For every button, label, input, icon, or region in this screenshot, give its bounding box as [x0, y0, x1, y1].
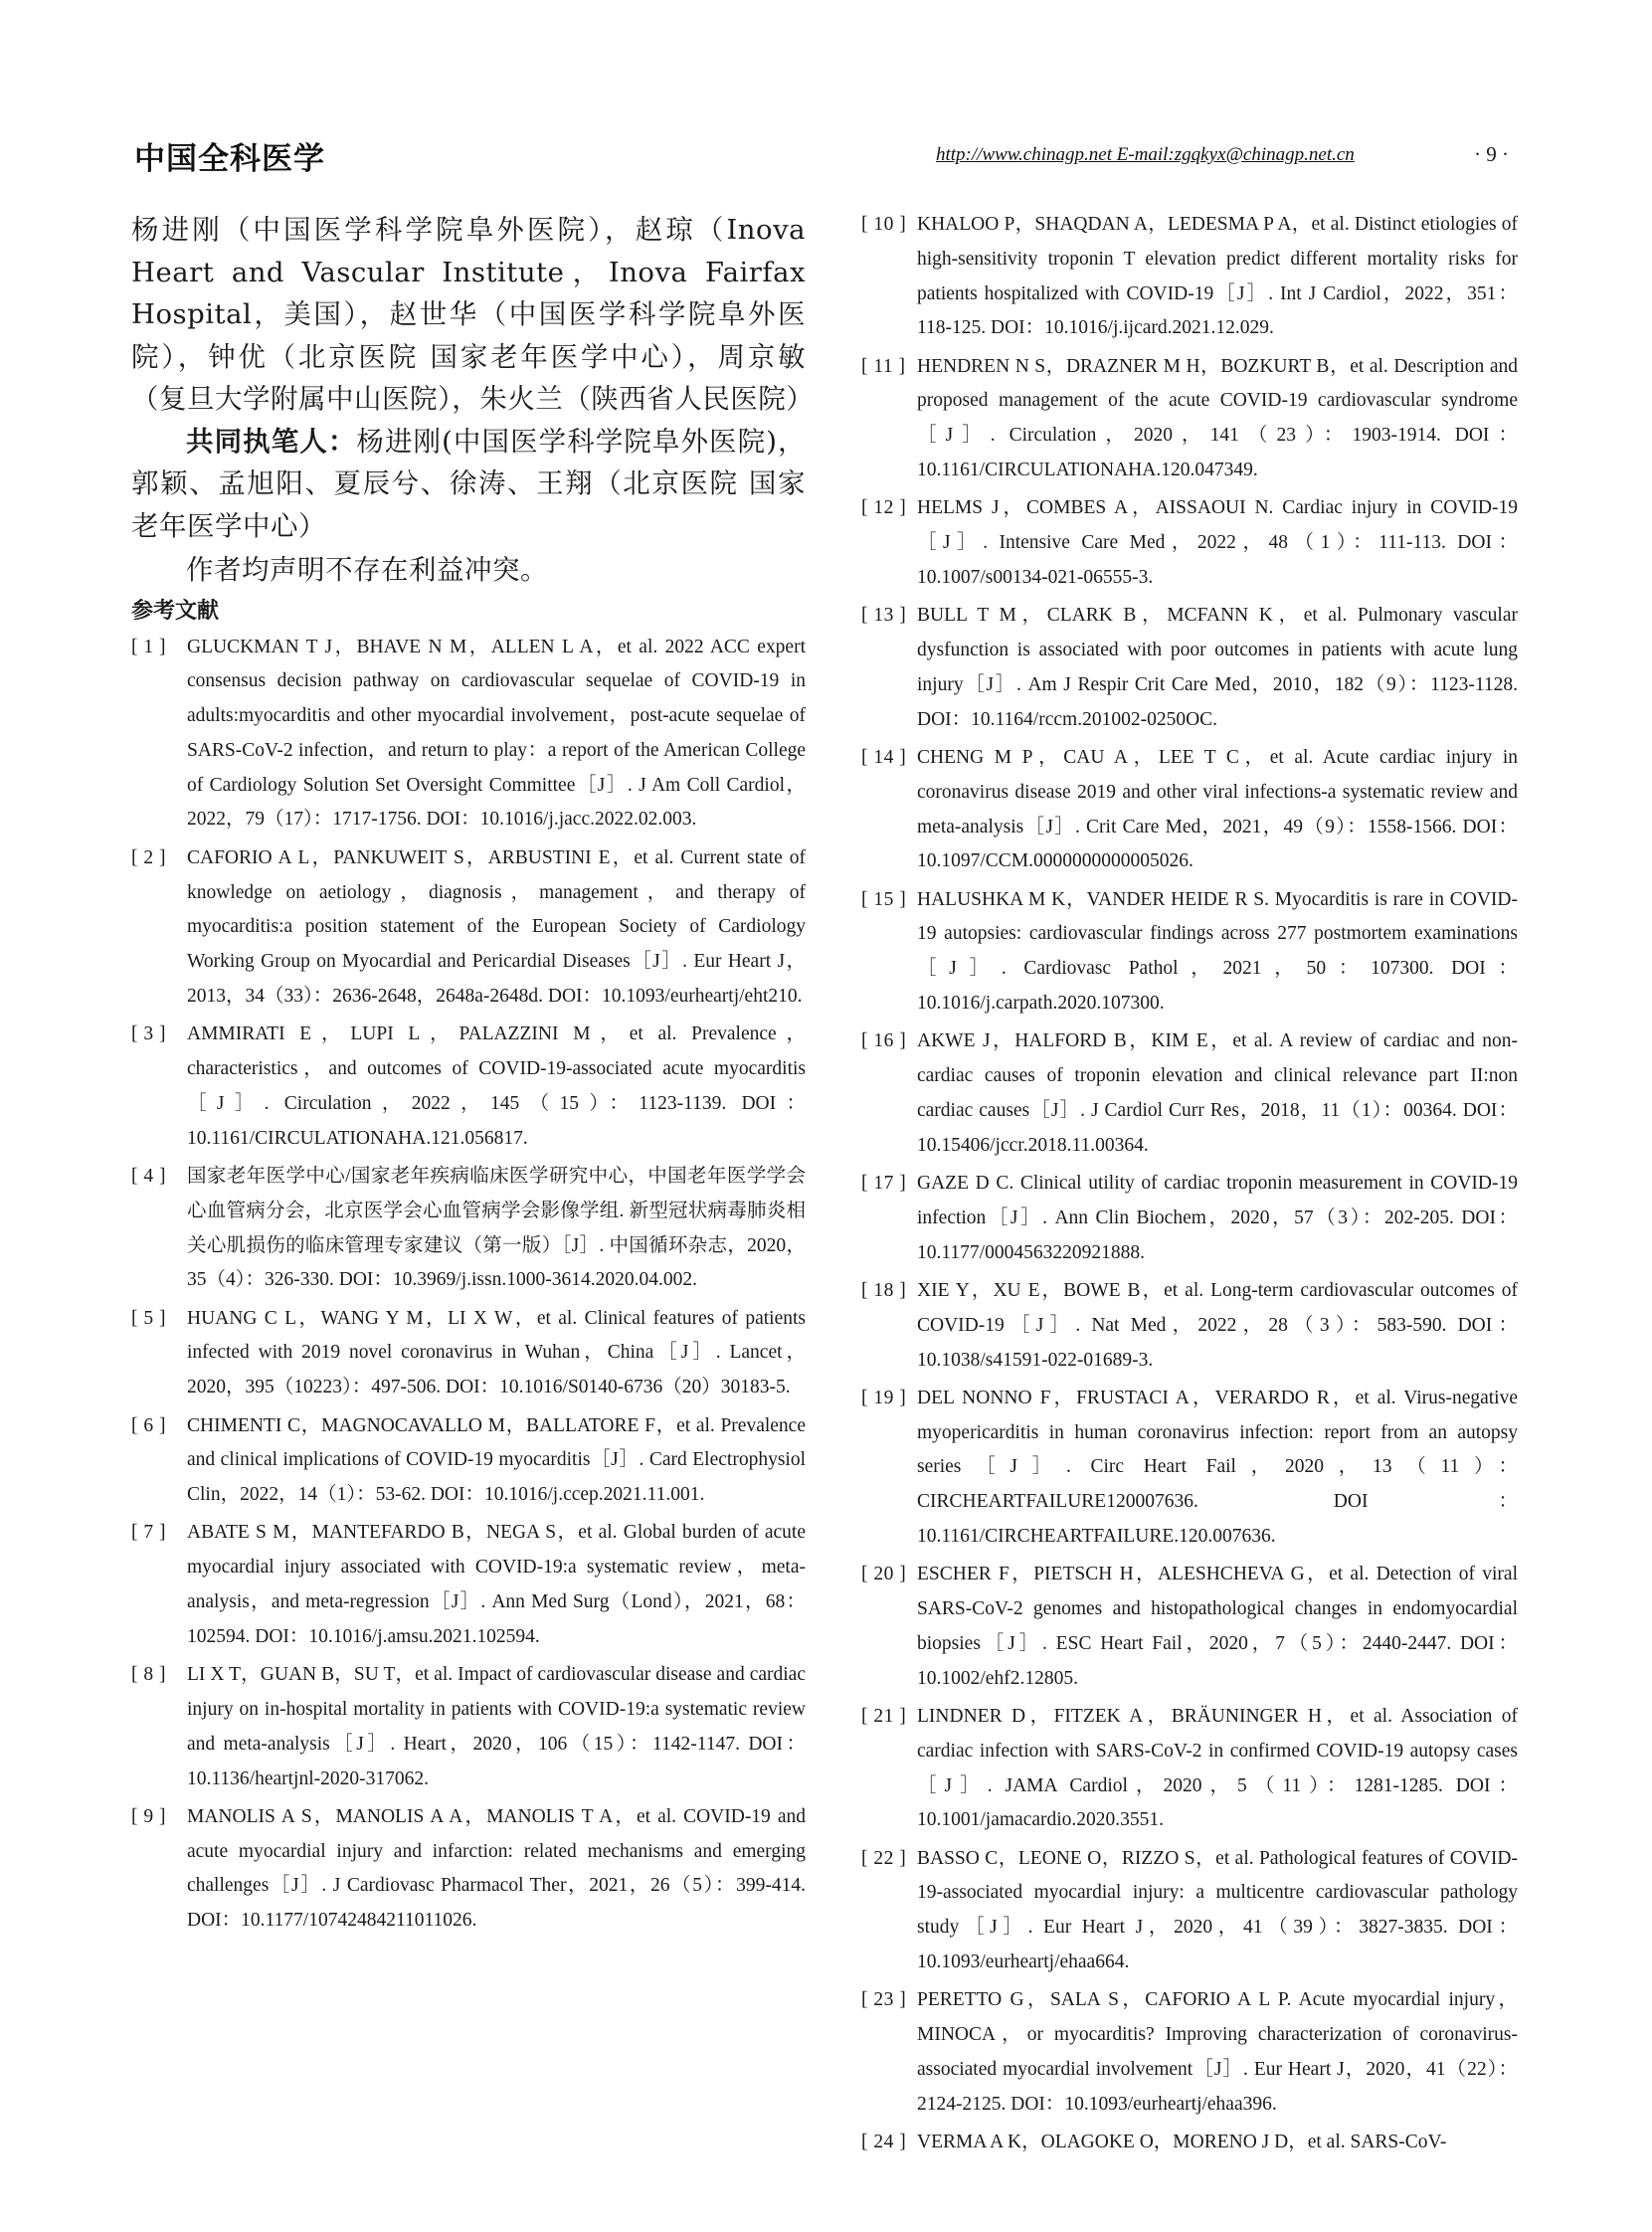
reference-number: [ 18 ]	[861, 1279, 907, 1301]
journal-logo: 中国全科医学	[134, 141, 325, 177]
reference-number: [ 2 ]	[131, 846, 166, 868]
reference-item	[131, 1302, 806, 1405]
co-writers-label: 共同执笔人：	[186, 425, 357, 458]
reference-text: GLUCKMAN T J，BHAVE N M，ALLEN L A，et al. 2022 ACC expert consensus decision pathway on cardiovascular sequelae of COVID-19 in adults:myocarditis and other myocardial involvement，post-acute sequelae of SARS-CoV-2 infection，and return to play：a report of the American College of Cardiology Solution Set Oversight Committee［J］. J Am Coll Cardiol，2022，79（17）：1717-1756. DOI：10.1016/j.jacc.2022.02.003.	[187, 636, 806, 831]
reference-item	[861, 1167, 1518, 1270]
journal-url-link[interactable]: http://www.chinagp.net E-mail:zgqkyx@chinagp.net.cn	[936, 144, 1355, 165]
reference-number: [ 15 ]	[861, 888, 907, 910]
reference-item	[861, 208, 1518, 346]
references-heading: 参考文献	[131, 598, 220, 624]
reference-number: [ 1 ]	[131, 636, 166, 657]
reference-text: KHALOO P，SHAQDAN A，LEDESMA P A，et al. Distinct etiologies of high-sensitivity troponin T elevation predict different mortality risks for patients hospitalized with COVID-19［J］. Int J Cardiol，2022，351：118-125. DOI：10.1016/j.ijcard.2021.12.029.	[917, 214, 1518, 339]
reference-item	[861, 1558, 1518, 1696]
reference-number: [ 16 ]	[861, 1030, 907, 1052]
reference-item	[131, 1800, 806, 1939]
reference-item	[861, 1700, 1518, 1838]
authors-paragraph: 杨进刚（中国医学科学院阜外医院），赵琼（Inova Heart and Vascular Institute，Inova Fairfax Hospital，美国），赵世华（中国医学科学院阜外医院），钟优（北京医院 国家老年医学中心），周京敏（复旦大学附属中山医院），朱火兰（陕西省人民医院）	[131, 214, 815, 415]
reference-item	[861, 883, 1518, 1022]
reference-number: [ 23 ]	[861, 1989, 907, 2011]
reference-number: [ 4 ]	[131, 1165, 166, 1187]
reference-number: [ 9 ]	[131, 1805, 166, 1827]
reference-number: [ 13 ]	[861, 605, 907, 627]
reference-text: HUANG C L，WANG Y M，LI X W，et al. Clinical features of patients infected with 2019 novel coronavirus in Wuhan，China［J］. Lancet，2020，395（10223）：497-506. DOI：10.1016/S0140-6736（20）30183-5.	[187, 1307, 806, 1398]
reference-list-right	[861, 208, 1518, 2160]
reference-item	[861, 350, 1518, 488]
reference-text: HALUSHKA M K，VANDER HEIDE R S. Myocarditis is rare in COVID-19 autopsies: cardiovascular findings across 277 postmortem examinations［J］. Cardiovasc Pathol，2021，50：107300. DOI：10.1016/j.carpath.2020.107300.	[917, 888, 1518, 1015]
conflict-statement: 作者均声明不存在利益冲突。	[186, 554, 548, 586]
reference-text: LI X T，GUAN B，SU T，et al. Impact of cardiovascular disease and cardiac injury on in-hospital mortality in patients with COVID-19:a systematic review and meta-analysis［J］. Heart，2020，106（15）：1142-1147. DOI：10.1136/heartjnl-2020-317062.	[187, 1664, 806, 1789]
reference-text: 国家老年医学中心/国家老年疾病临床医学研究中心，中国老年医学学会心血管病分会，北京医学会心血管病学会影像学组. 新型冠状病毒肺炎相关心肌损伤的临床管理专家建议（第一版）［J］. 中国循环杂志，2020，35（4）：326-330. DOI：10.3969/j.issn.1000-3614.2020.04.002.	[187, 1165, 806, 1291]
reference-item	[131, 1516, 806, 1654]
reference-item	[861, 1382, 1518, 1555]
reference-item	[131, 631, 806, 838]
reference-item	[861, 1024, 1518, 1163]
co-writers-paragraph	[131, 421, 806, 548]
reference-item	[861, 1983, 1518, 2122]
reference-item	[861, 1274, 1518, 1378]
reference-number: [ 22 ]	[861, 1847, 907, 1869]
reference-text: XIE Y，XU E，BOWE B，et al. Long-term cardiovascular outcomes of COVID-19［J］. Nat Med，2022，28（3）：583-590. DOI：10.1038/s41591-022-01689-3.	[917, 1279, 1518, 1371]
reference-text: DEL NONNO F，FRUSTACI A，VERARDO R，et al. Virus-negative myopericarditis in human coronavirus infection: report from an autopsy series［J］. Circ Heart Fail，2020，13（11）：CIRCHEARTFAILURE120007636. DOI：10.1161/CIRCHEARTFAILURE.120.007636.	[917, 1387, 1518, 1547]
reference-text: PERETTO G，SALA S，CAFORIO A L P. Acute myocardial injury，MINOCA，or myocarditis? Improving characterization of coronavirus-associated myocardial involvement［J］. Eur Heart J，2020，41（22）：2124-2125. DOI：10.1093/eurheartj/ehaa396.	[917, 1989, 1518, 2115]
reference-item	[131, 1160, 806, 1298]
reference-text: GAZE D C. Clinical utility of cardiac troponin measurement in COVID-19 infection［J］. Ann Clin Biochem，2020，57（3）：202-205. DOI：10.1177/0004563220921888.	[917, 1173, 1518, 1263]
reference-text: CHENG M P，CAU A，LEE T C，et al. Acute cardiac injury in coronavirus disease 2019 and other viral infections-a systematic review and meta-analysis［J］. Crit Care Med，2021，49（9）：1558-1566. DOI：10.1097/CCM.0000000000005026.	[917, 746, 1518, 872]
reference-text: CHIMENTI C，MAGNOCAVALLO M，BALLATORE F，et al. Prevalence and clinical implications of COVID-19 myocarditis［J］. Card Electrophysiol Clin，2022，14（1）：53-62. DOI：10.1016/j.ccep.2021.11.001.	[187, 1414, 806, 1506]
reference-text: AKWE J，HALFORD B，KIM E，et al. A review of cardiac and non-cardiac causes of troponin elevation and clinical relevance part II:non cardiac causes［J］. J Cardiol Curr Res，2018，11（1）：00364. DOI：10.15406/jccr.2018.11.00364.	[917, 1030, 1518, 1156]
reference-text: MANOLIS A S，MANOLIS A A，MANOLIS T A，et al. COVID-19 and acute myocardial injury and infarction: related mechanisms and emerging challenges［J］. J Cardiovasc Pharmacol Ther，2021，26（5）：399-414. DOI：10.1177/10742484211011026.	[187, 1805, 806, 1932]
reference-item	[131, 841, 806, 1015]
reference-text: HELMS J，COMBES A，AISSAOUI N. Cardiac injury in COVID-19［J］. Intensive Care Med，2022，48（1）：111-113. DOI：10.1007/s00134-021-06555-3.	[917, 497, 1518, 588]
reference-text: ABATE S M，MANTEFARDO B，NEGA S，et al. Global burden of acute myocardial injury associated with COVID-19:a systematic review，meta-analysis，and meta-regression［J］. Ann Med Surg（Lond），2021，68：102594. DOI：10.1016/j.amsu.2021.102594.	[187, 1522, 806, 1647]
reference-item	[861, 491, 1518, 595]
co-writers-text: 杨进刚(中国医学科学院阜外医院)，郭颖、孟旭阳、夏辰兮、徐涛、王翔（北京医院 国家老年医学中心）	[131, 425, 806, 542]
reference-text: LINDNER D，FITZEK A，BRÄUNINGER H，et al. Association of cardiac infection with SARS-CoV-2 in confirmed COVID-19 autopsy cases［J］. JAMA Cardiol，2020，5（11）：1281-1285. DOI：10.1001/jamacardio.2020.3551.	[917, 1705, 1518, 1831]
left-column	[131, 209, 815, 1942]
reference-text: VERMA A K，OLAGOKE O，MORENO J D，et al. SARS-CoV-	[917, 2132, 1447, 2153]
reference-number: [ 10 ]	[861, 214, 907, 235]
reference-text: CAFORIO A L，PANKUWEIT S，ARBUSTINI E，et al. Current state of knowledge on aetiology，diagnosis，management，and therapy of myocarditis:a position statement of the European Society of Cardiology Working Group on Myocardial and Pericardial Diseases［J］. Eur Heart J，2013，34（33）：2636-2648，2648a-2648d. DOI：10.1093/eurheartj/eht210.	[187, 846, 806, 1007]
reference-number: [ 5 ]	[131, 1307, 166, 1329]
reference-item	[861, 2126, 1518, 2160]
reference-text: BULL T M，CLARK B，MCFANN K，et al. Pulmonary vascular dysfunction is associated with poor outcomes in patients with acute lung injury［J］. Am J Respir Crit Care Med，2010，182（9）：1123-1128. DOI：10.1164/rccm.201002-0250OC.	[917, 605, 1518, 730]
reference-item	[131, 1658, 806, 1796]
reference-item	[861, 741, 1518, 879]
page-number: · 9 ·	[1474, 142, 1509, 166]
reference-number: [ 20 ]	[861, 1564, 907, 1585]
reference-number: [ 8 ]	[131, 1664, 166, 1686]
reference-text: HENDREN N S，DRAZNER M H，BOZKURT B，et al. Description and proposed management of the acute COVID-19 cardiovascular syndrome［J］. Circulation，2020，141（23）：1903-1914. DOI：10.1161/CIRCULATIONAHA.120.047349.	[917, 355, 1518, 481]
reference-number: [ 24 ]	[861, 2132, 907, 2153]
reference-item	[131, 1018, 806, 1156]
reference-item	[861, 599, 1518, 737]
reference-number: [ 19 ]	[861, 1387, 907, 1408]
reference-number: [ 17 ]	[861, 1173, 907, 1195]
reference-item	[131, 1409, 806, 1513]
reference-number: [ 11 ]	[861, 355, 906, 377]
right-column	[861, 208, 1518, 2163]
reference-number: [ 6 ]	[131, 1414, 166, 1436]
reference-list-left	[131, 631, 806, 1939]
reference-text: ESCHER F，PIETSCH H，ALESHCHEVA G，et al. Detection of viral SARS-CoV-2 genomes and histopathological changes in endomyocardial biopsies［J］. ESC Heart Fail，2020，7（5）：2440-2447. DOI：10.1002/ehf2.12805.	[917, 1564, 1518, 1689]
reference-text: AMMIRATI E，LUPI L，PALAZZINI M，et al. Prevalence，characteristics，and outcomes of COVID-19-associated acute myocarditis［J］. Circulation，2022，145（15）：1123-1139. DOI：10.1161/CIRCULATIONAHA.121.056817.	[187, 1023, 806, 1149]
reference-item	[861, 1842, 1518, 1980]
reference-number: [ 7 ]	[131, 1522, 166, 1544]
reference-number: [ 14 ]	[861, 746, 907, 768]
reference-number: [ 21 ]	[861, 1705, 907, 1727]
reference-number: [ 12 ]	[861, 497, 907, 519]
reference-number: [ 3 ]	[131, 1023, 166, 1045]
reference-text: BASSO C，LEONE O，RIZZO S，et al. Pathological features of COVID-19-associated myocardial injury: a multicentre cardiovascular pathology study［J］. Eur Heart J，2020，41（39）：3827-3835. DOI：10.1093/eurheartj/ehaa664.	[917, 1847, 1518, 1973]
